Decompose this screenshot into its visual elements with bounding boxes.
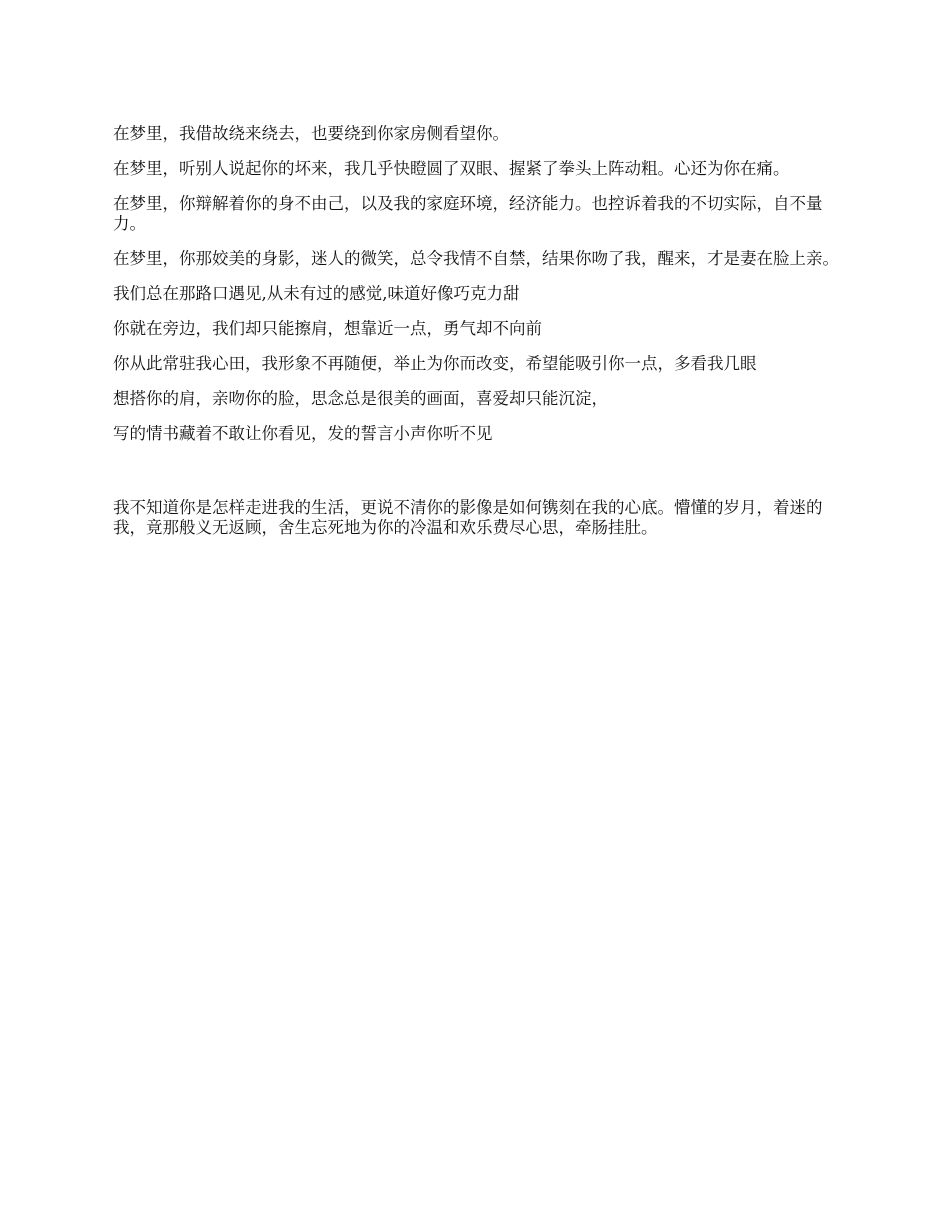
paragraph-4: 在梦里，你那姣美的身影，迷人的微笑，总令我情不自禁，结果你吻了我，醒来，才是妻在脸上亲。 — [113, 249, 839, 268]
closing-paragraph: 我不知道你是怎样走进我的生活，更说不清你的影像是如何镌刻在我的心底。懵懂的岁月，着迷的我，竟那般义无返顾，舍生忘死地为你的冷温和欢乐费尽心思，牵肠挂肚。 — [113, 498, 823, 537]
paragraph-7: 你从此常驻我心田，我形象不再随便，举止为你而改变，希望能吸引你一点，多看我几眼 — [113, 354, 757, 373]
paragraph-6: 你就在旁边，我们却只能擦肩，想靠近一点，勇气却不向前 — [113, 319, 542, 338]
document-page — [113, 124, 843, 553]
paragraph-3: 在梦里，你辩解着你的身不由己，以及我的家庭环境，经济能力。也控诉着我的不切实际，自不量力。 — [113, 194, 823, 233]
paragraph-2: 在梦里，听别人说起你的坏来，我几乎快瞪圆了双眼、握紧了拳头上阵动粗。心还为你在痛。 — [113, 159, 790, 178]
paragraph-9: 写的情书藏着不敢让你看见，发的誓言小声你听不见 — [113, 424, 493, 443]
paragraph-spacer — [113, 459, 843, 498]
paragraph-5: 我们总在那路口遇见,从未有过的感觉,味道好像巧克力甜 — [113, 284, 520, 303]
paragraph-1: 在梦里，我借故绕来绕去，也要绕到你家房侧看望你。 — [113, 124, 509, 143]
paragraph-8: 想搭你的肩，亲吻你的脸，思念总是很美的画面，喜爱却只能沉淀， — [113, 389, 608, 408]
